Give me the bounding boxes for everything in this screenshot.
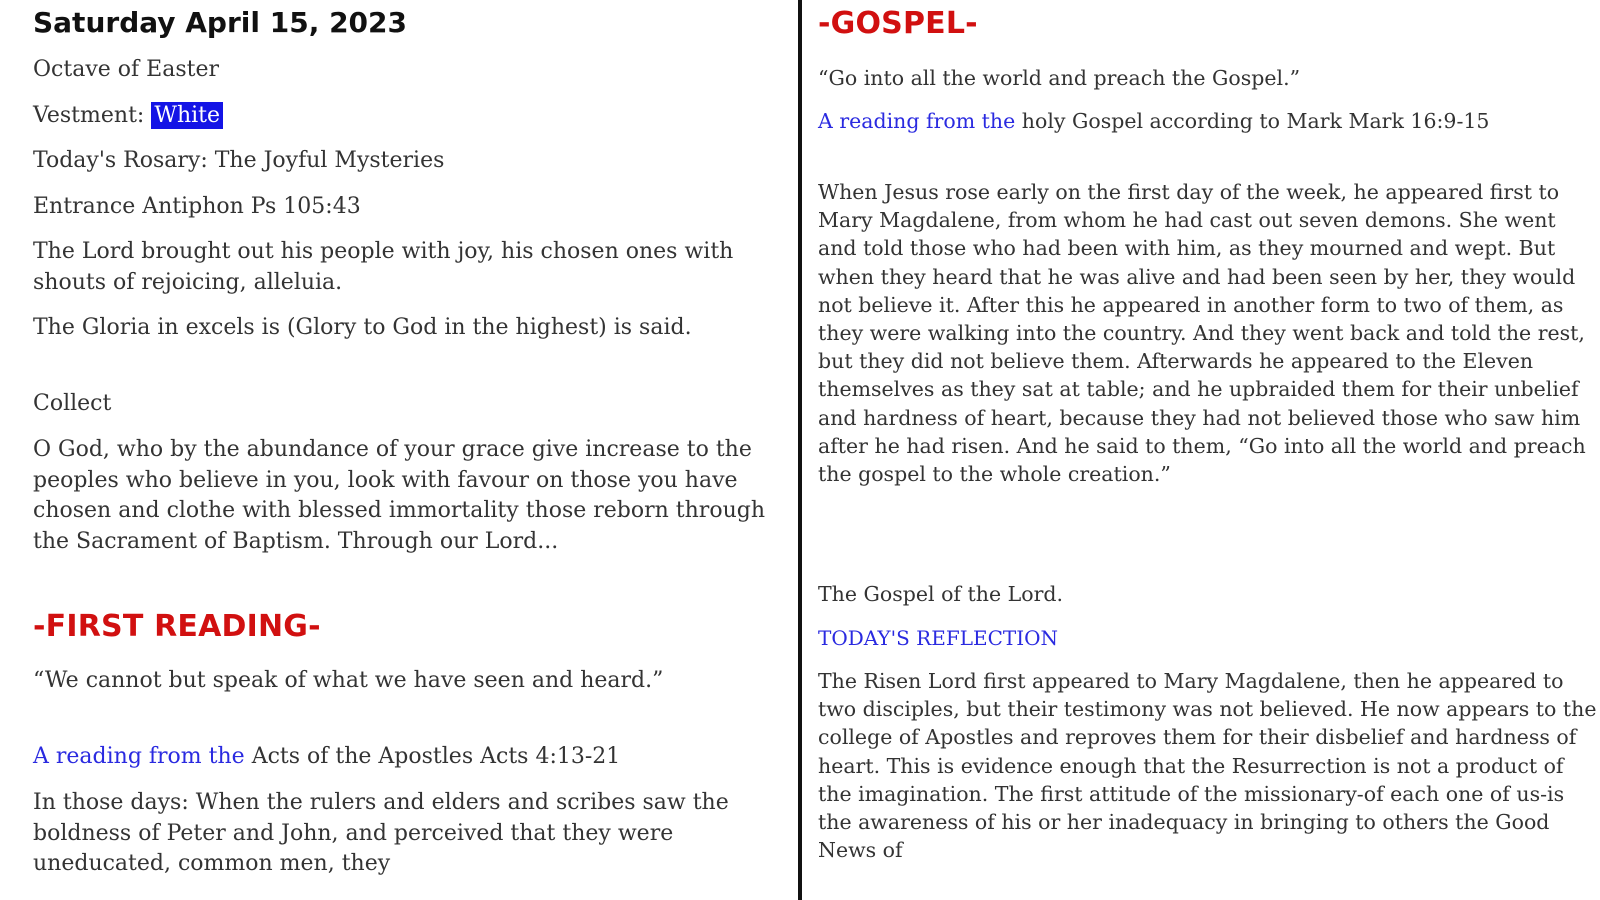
gospel-source <box>818 107 1598 135</box>
first-reading-title: -FIRST READING- <box>33 609 321 644</box>
page-divider <box>798 0 802 900</box>
vestment-line <box>33 101 778 132</box>
gospel-reading-source: holy Gospel according to Mark Mark 16:9-15 <box>1021 109 1490 133</box>
gospel-closing: The Gospel of the Lord. <box>818 582 1064 606</box>
right-page[interactable] <box>804 0 1600 900</box>
first-reading-text: In those days: When the rulers and elders and scribes saw the boldness of Peter and John, and perceived that they were uneducated, common men, they <box>33 790 729 876</box>
reading-prefix-link[interactable]: A reading from the <box>33 744 245 769</box>
rosary-text: Today's Rosary: The Joyful Mysteries <box>33 148 445 173</box>
reflection-title[interactable]: TODAY'S REFLECTION <box>818 626 1059 650</box>
gospel-reading-prefix-link[interactable]: A reading from the <box>818 109 1016 133</box>
first-reading-source <box>33 742 778 773</box>
reflection-text: The Risen Lord first appeared to Mary Magdalene, then he appeared to two disciples, but their testimony was not believed. He now appears to the college of Apostles and reproves them for their disbelief and hardness of heart. This is evidence enough that the Resurrection is not a product of the imagination. The first attitude of the missionary-of each one of us-is the awareness of his or her inadequacy in bringing to others the Good News of <box>818 669 1597 863</box>
antiphon-text: The Lord brought out his people with joy, his chosen ones with shouts of rejoicing, alleluia. <box>33 239 734 295</box>
vestment-color-badge: White <box>151 102 223 129</box>
vestment-label: Vestment: <box>33 103 145 128</box>
gloria-text: The Gloria in excels is (Glory to God in the highest) is said. <box>33 315 692 340</box>
gospel-quote: “Go into all the world and preach the Gospel.” <box>818 66 1301 90</box>
collect-title: Collect <box>33 391 112 416</box>
octave-text: Octave of Easter <box>33 57 219 82</box>
entrance-antiphon-title: Entrance Antiphon Ps 105:43 <box>33 194 361 219</box>
first-reading-quote: “We cannot but speak of what we have seen and heard.” <box>33 668 664 693</box>
collect-text: O God, who by the abundance of your grace give increase to the peoples who believe in you, look with favour on those you have chosen and clothe with blessed immortality those reborn through the Sacrament of Baptism. Through our Lord... <box>33 437 765 554</box>
gospel-text: When Jesus rose early on the first day of the week, he appeared first to Mary Magdalene, from whom he had cast out seven demons. She went and told those who had been with him, as they mourned and wept. But when they heard that he was alive and had been seen by her, they would not believe it. After this he appeared in another form to two of them, as they were walking into the country. And they went back and told the rest, but they did not believe them. Afterwards he appeared to the Eleven themselves as they sat at table; and he upbraided them for their unbelief and hardness of heart, because they had not believed those who saw him after he had risen. And he said to them, “Go into all the world and preach the gospel to the whole creation.” <box>818 180 1586 487</box>
date-heading: Saturday April 15, 2023 <box>33 6 408 39</box>
gospel-title: -GOSPEL- <box>818 6 978 41</box>
reading-source: Acts of the Apostles Acts 4:13-21 <box>251 744 621 769</box>
